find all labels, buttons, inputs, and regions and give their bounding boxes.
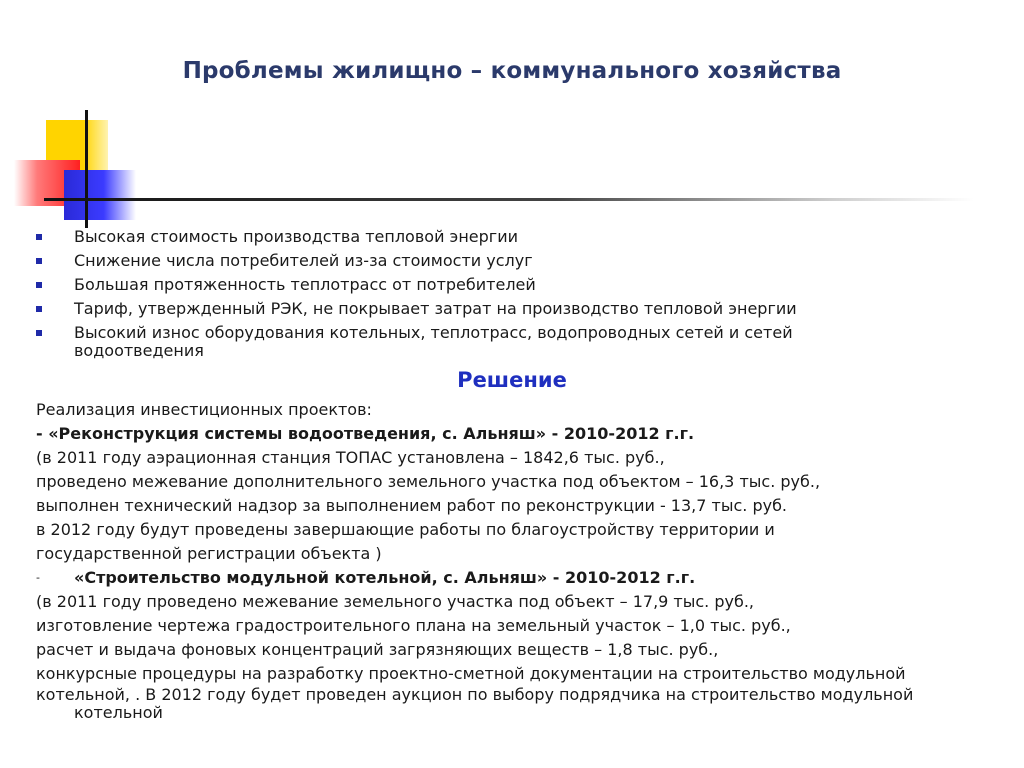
bullet-square-icon — [36, 234, 42, 240]
list-item: Снижение числа потребителей из-за стоимости услуг — [36, 252, 976, 270]
project2-line: расчет и выдача фоновых концентраций загрязняющих веществ – 1,8 тыс. руб., — [36, 640, 719, 659]
project1-line: проведено межевание дополнительного земельного участка под объектом – 16,3 тыс. руб., — [36, 472, 821, 491]
slide-title: Проблемы жилищно – коммунального хозяйства — [182, 58, 842, 84]
project1-line: выполнен технический надзор за выполнением работ по реконструкции - 13,7 тыс. руб. — [36, 496, 788, 515]
solution-body — [36, 398, 996, 722]
bullet-square-icon — [36, 306, 42, 312]
project2-continuation: котельной — [74, 703, 163, 722]
bullet-square-icon — [36, 282, 42, 288]
list-item: Тариф, утвержденный РЭК, не покрывает затрат на производство тепловой энергии — [36, 300, 976, 318]
list-item-continuation: водоотведения — [74, 341, 204, 360]
solution-heading: Решение — [457, 368, 567, 392]
project2-line: изготовление чертежа градостроительного плана на земельный участок – 1,0 тыс. руб., — [36, 616, 791, 635]
project2-line: котельной, . В 2012 году будет проведен аукцион по выбору подрядчика на строительство модульной — [36, 685, 914, 704]
project1-line: государственной регистрации объекта ) — [36, 544, 382, 563]
problems-list — [36, 228, 976, 366]
project2-title-row — [36, 566, 996, 590]
horizontal-rule — [44, 198, 974, 201]
project1-line: (в 2011 году аэрационная станция ТОПАС установлена – 1842,6 тыс. руб., — [36, 448, 665, 467]
list-item: Большая протяженность теплотрасс от потребителей — [36, 276, 976, 294]
list-item: Высокая стоимость производства тепловой энергии — [36, 228, 976, 246]
project1-line: в 2012 году будут проведены завершающие работы по благоустройству территории и — [36, 520, 775, 539]
project2-line: конкурсные процедуры на разработку проектно-сметной документации на строительство модульной — [36, 664, 906, 683]
project2-line: (в 2011 году проведено межевание земельного участка под объект – 17,9 тыс. руб., — [36, 592, 754, 611]
solution-intro: Реализация инвестиционных проектов: — [36, 400, 372, 419]
list-item: Высокий износ оборудования котельных, теплотрасс, водопроводных сетей и сетей — [36, 324, 976, 342]
project1-title: - «Реконструкция системы водоотведения, с. Альняш» - 2010-2012 г.г. — [36, 424, 695, 443]
vertical-rule — [85, 110, 88, 228]
bullet-square-icon — [36, 330, 42, 336]
blue-square — [64, 170, 136, 220]
dash-marker: - — [36, 571, 40, 584]
bullet-square-icon — [36, 258, 42, 264]
project2-title: «Строительство модульной котельной, с. Альняш» - 2010-2012 г.г. — [74, 568, 696, 587]
